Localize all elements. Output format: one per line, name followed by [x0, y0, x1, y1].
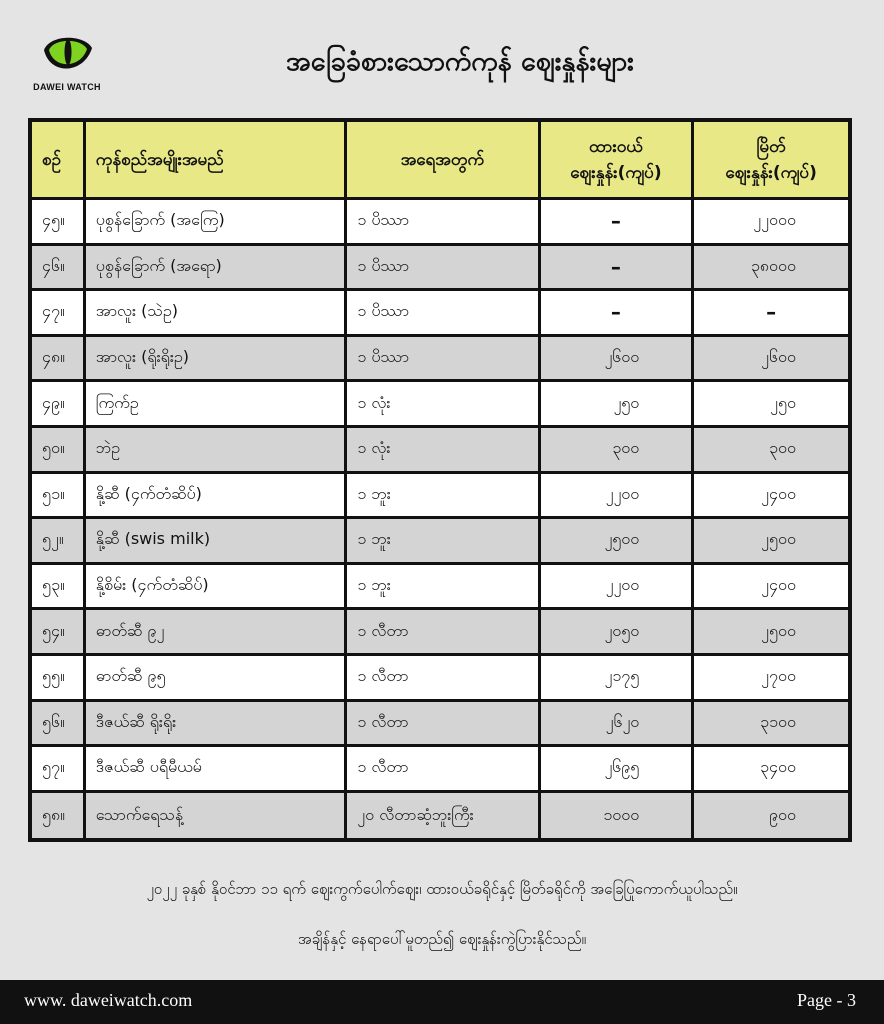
table-row: [32, 610, 848, 656]
cell-item-name: သောက်ရေသန့်: [86, 793, 348, 839]
cell-dawei-price: –: [541, 291, 695, 337]
cell-no: ၅၇။: [32, 747, 86, 793]
cell-myeik-price: ၂၆၀၀: [694, 337, 848, 383]
cell-item-name: ပုစွန်ခြောက် (အရော): [86, 246, 348, 292]
cell-myeik-price: ၂၅၀: [694, 382, 848, 428]
cell-myeik-price: ၂၂၀၀၀: [694, 200, 848, 246]
cell-item-name: ဒီဇယ်ဆီ ရိုးရိုး: [86, 702, 348, 748]
cell-no: ၅၂။: [32, 519, 86, 565]
cell-item-name: ဓာတ်ဆီ ၉၂: [86, 610, 348, 656]
cell-myeik-price: ၃၄၀၀: [694, 747, 848, 793]
header-dawei-line2: ဈေးနှုန်း(ကျပ်): [570, 162, 662, 183]
table-row: [32, 474, 848, 520]
header-unit: အရေအတွက်: [347, 122, 540, 200]
cell-myeik-price: ၃၈၀၀၀: [694, 246, 848, 292]
table-body: [32, 200, 848, 838]
header-myeik-price: [694, 122, 848, 200]
cell-dawei-price: ၂၆၀၀: [541, 337, 695, 383]
cell-dawei-price: ၁၀၀၀: [541, 793, 695, 839]
price-table: [28, 118, 852, 842]
header-myeik-line1: မြိတ်: [756, 136, 786, 157]
cell-dawei-price: ၂၂၀၀: [541, 474, 695, 520]
cell-unit: ၁ လီတာ: [347, 656, 540, 702]
cell-no: ၅၃။: [32, 565, 86, 611]
cell-unit: ၁ လီတာ: [347, 747, 540, 793]
cell-unit: ၁ လီတာ: [347, 610, 540, 656]
cell-dawei-price: ၂၁၇၅: [541, 656, 695, 702]
footnote-date: ၂၀၂၂ ခုနှစ် နိုဝင်ဘာ ၁၁ ရက် ဈေးကွက်ပေါက်ဈေး၊ ထားဝယ်ခရိုင်နှင့် မြိတ်ခရိုင်ကို အခြေပြုကောက်ယူပါသည်။: [146, 880, 738, 898]
header-name: ကုန်စည်အမျိုးအမည်: [86, 122, 348, 200]
table-row: [32, 519, 848, 565]
footnote-disclaimer: အချိန်နှင့် နေရာပေါ်မူတည်၍ ဈေးနှုန်းကွဲပြားနိုင်သည်။: [297, 930, 587, 948]
table-row: [32, 793, 848, 839]
cell-unit: ၁ ပိဿာ: [347, 291, 540, 337]
table-row: [32, 291, 848, 337]
cell-item-name: နို့ဆီ (၄က်တံဆိပ်): [86, 474, 348, 520]
cell-item-name: ပုစွန်ခြောက် (အကြေ): [86, 200, 348, 246]
cell-myeik-price: ၉၀၀: [694, 793, 848, 839]
cell-item-name: ဘဲဥ: [86, 428, 348, 474]
cell-unit: ၁ ပိဿာ: [347, 200, 540, 246]
cell-no: ၅၁။: [32, 474, 86, 520]
cell-no: ၄၉။: [32, 382, 86, 428]
cell-no: ၅၀။: [32, 428, 86, 474]
footer-bar: [0, 980, 884, 1024]
header-dawei-price: [541, 122, 695, 200]
logo-text: DAWEI WATCH: [33, 82, 101, 92]
cell-unit: ၁ လုံး: [347, 382, 540, 428]
header-myeik-line2: ဈေးနှုန်း(ကျပ်): [725, 162, 817, 183]
cell-no: ၅၆။: [32, 702, 86, 748]
cell-dawei-price: ၂၆၂၀: [541, 702, 695, 748]
cell-myeik-price: ၂၄၀၀: [694, 565, 848, 611]
cell-dawei-price: –: [541, 246, 695, 292]
cell-unit: ၁ ဘူး: [347, 474, 540, 520]
table-row: [32, 246, 848, 292]
table-row: [32, 747, 848, 793]
table-row: [32, 382, 848, 428]
brand-logo: [22, 30, 112, 100]
cell-unit: ၁ ပိဿာ: [347, 246, 540, 292]
cell-myeik-price: –: [694, 291, 848, 337]
cell-dawei-price: ၂၅၀: [541, 382, 695, 428]
cell-unit: ၁ ဘူး: [347, 565, 540, 611]
cell-item-name: ဒီဇယ်ဆီ ပရီမီယမ်: [86, 747, 348, 793]
header-dawei-line1: ထားဝယ်: [589, 136, 643, 157]
cell-dawei-price: ၂၅၀၀: [541, 519, 695, 565]
cell-myeik-price: ၂၅၀၀: [694, 610, 848, 656]
cell-no: ၄၈။: [32, 337, 86, 383]
table-header-row: [32, 122, 848, 200]
cell-dawei-price: ၃၀၀: [541, 428, 695, 474]
cell-myeik-price: ၂၅၀၀: [694, 519, 848, 565]
cell-item-name: နို့ဆီ (swis milk): [86, 519, 348, 565]
footer-page-number: Page - 3: [797, 990, 856, 1010]
table-row: [32, 565, 848, 611]
cell-myeik-price: ၂၄၀၀: [694, 474, 848, 520]
cell-dawei-price: –: [541, 200, 695, 246]
cell-item-name: အာလူး (ရိုးရိုးဥ): [86, 337, 348, 383]
cell-item-name: အာလူး (သဲဥ): [86, 291, 348, 337]
cell-no: ၅၅။: [32, 656, 86, 702]
cell-no: ၄၆။: [32, 246, 86, 292]
cell-unit: ၂၀ လီတာဆံ့ဘူးကြီး: [347, 793, 540, 839]
table-row: [32, 337, 848, 383]
footer-website-link[interactable]: www. daweiwatch.com: [24, 990, 193, 1010]
table-row: [32, 702, 848, 748]
cell-unit: ၁ ပိဿာ: [347, 337, 540, 383]
cell-no: ၅၄။: [32, 610, 86, 656]
cell-item-name: ကြက်ဥ: [86, 382, 348, 428]
cell-unit: ၁ လုံး: [347, 428, 540, 474]
cell-myeik-price: ၃၀၀: [694, 428, 848, 474]
header-no: စဉ်: [32, 122, 86, 200]
cell-item-name: နို့စိမ်း (၄က်တံဆိပ်): [86, 565, 348, 611]
table-row: [32, 656, 848, 702]
cell-item-name: ဓာတ်ဆီ ၉၅: [86, 656, 348, 702]
cell-unit: ၁ လီတာ: [347, 702, 540, 748]
cell-dawei-price: ၂၀၅၀: [541, 610, 695, 656]
table-row: [32, 428, 848, 474]
cell-dawei-price: ၂၆၉၅: [541, 747, 695, 793]
cell-no: ၅၈။: [32, 793, 86, 839]
cell-dawei-price: ၂၂၀၀: [541, 565, 695, 611]
eye-icon: [40, 30, 94, 78]
cell-myeik-price: ၂၇၀၀: [694, 656, 848, 702]
cell-no: ၄၅။: [32, 200, 86, 246]
cell-unit: ၁ ဘူး: [347, 519, 540, 565]
cell-myeik-price: ၃၁၀၀: [694, 702, 848, 748]
table-row: [32, 200, 848, 246]
cell-no: ၄၇။: [32, 291, 86, 337]
page-title: အခြေခံစားသောက်ကုန် ဈေးနှုန်းများ: [285, 46, 634, 77]
